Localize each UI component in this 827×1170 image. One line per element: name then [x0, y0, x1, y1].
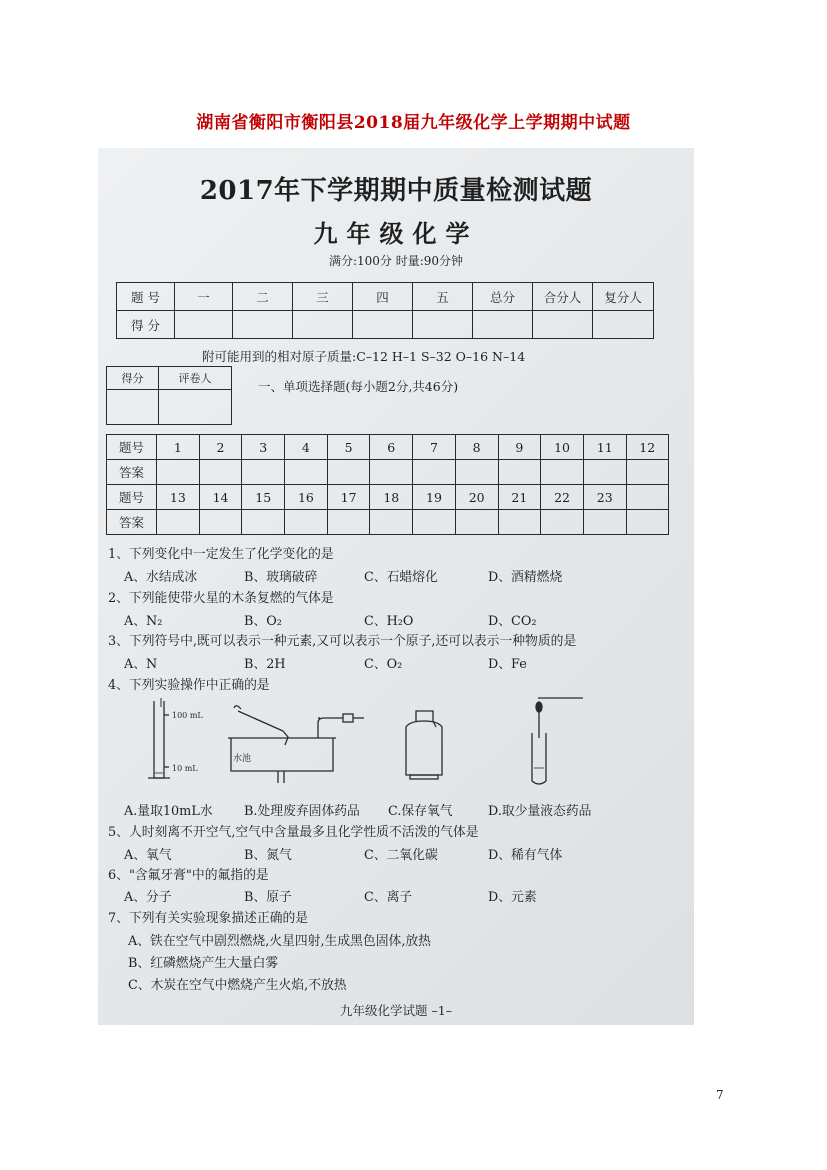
- cylinder-bottom-label: 10 mL: [172, 764, 198, 773]
- answer-cell: [583, 460, 626, 485]
- answer-grid-answer-row: [107, 510, 669, 535]
- question-7-option-b: B、红磷燃烧产生大量白雾: [128, 956, 279, 971]
- score-cell: [413, 311, 473, 339]
- page-number: 7: [716, 1088, 724, 1102]
- exam-title: 2017年下学期期中质量检测试题: [199, 176, 593, 206]
- question-number: 22: [541, 485, 584, 510]
- score-cell: [175, 311, 233, 339]
- option-a: A、N: [124, 657, 158, 672]
- option-a: A、分子: [124, 890, 172, 905]
- option-b: B、原子: [244, 890, 292, 905]
- score-header-cell: 四: [353, 283, 413, 311]
- option-a: A、N₂: [124, 614, 163, 629]
- number-label: 题号: [107, 435, 157, 460]
- grader-score-label: 得分: [107, 367, 159, 390]
- option-b: B、氮气: [244, 848, 292, 863]
- question-number: 17: [327, 485, 370, 510]
- option-d: D、元素: [488, 890, 537, 905]
- answer-cell: [413, 460, 456, 485]
- answer-cell: [541, 510, 584, 535]
- score-cell: [233, 311, 293, 339]
- option-b: B、O₂: [244, 614, 282, 629]
- answer-label: 答案: [107, 510, 157, 535]
- score-header-cell: 合分人: [533, 283, 593, 311]
- answer-cell: [583, 510, 626, 535]
- option-c: C、离子: [364, 890, 413, 905]
- grader-name-cell: [159, 390, 232, 425]
- option-d: D、酒精燃烧: [488, 570, 563, 585]
- question-number: 16: [285, 485, 328, 510]
- question-4-text: 4、下列实验操作中正确的是: [108, 678, 270, 693]
- question-number: 20: [455, 485, 498, 510]
- question-number: 10: [541, 435, 584, 460]
- score-cell: [353, 311, 413, 339]
- question-5-text: 5、人时刻离不开空气,空气中含量最多且化学性质不活泼的气体是: [108, 825, 479, 840]
- answer-cell: [498, 510, 541, 535]
- answer-cell: [626, 460, 668, 485]
- answer-cell: [413, 510, 456, 535]
- score-header-cell: 题 号: [117, 283, 175, 311]
- question-6-text: 6、"含氟牙膏"中的氟指的是: [108, 868, 269, 883]
- gas-bottle-icon: [406, 711, 442, 779]
- option-a: A、氧气: [124, 848, 172, 863]
- question-number: 12: [626, 435, 668, 460]
- number-label: 题号: [107, 485, 157, 510]
- exam-scan: [98, 148, 694, 1025]
- score-cell: [293, 311, 353, 339]
- answer-grid-answer-row: [107, 460, 669, 485]
- answer-cell: [327, 510, 370, 535]
- exam-meta: 满分:100分 时量:90分钟: [328, 254, 464, 268]
- answer-cell: [199, 510, 242, 535]
- answer-grid-number-row: [107, 485, 669, 510]
- question-number: 4: [285, 435, 328, 460]
- dropper-test-tube-icon: [532, 698, 583, 784]
- option-a: A.量取10mL水: [124, 804, 213, 819]
- option-a: A、水结成冰: [124, 570, 198, 585]
- answer-cell: [157, 460, 200, 485]
- question-5-options: [98, 844, 694, 862]
- grader-table: [106, 366, 232, 425]
- score-cell: [593, 311, 654, 339]
- question-number: 7: [413, 435, 456, 460]
- option-b: B、2H: [244, 657, 286, 672]
- answer-cell: [242, 510, 285, 535]
- option-b: B.处理废弃固体药品: [244, 804, 360, 819]
- cylinder-top-label: 100 mL: [172, 711, 203, 720]
- question-number: 3: [242, 435, 285, 460]
- exam-subject: 九年级化学: [313, 219, 479, 248]
- score-row-label: 得 分: [117, 311, 175, 339]
- question-7-option-c: C、木炭在空气中燃烧产生火焰,不放热: [128, 978, 347, 993]
- answer-cell: [285, 460, 328, 485]
- option-c: C、石蜡熔化: [364, 570, 438, 585]
- option-c: C、二氧化碳: [364, 848, 438, 863]
- score-header-cell: 二: [233, 283, 293, 311]
- question-number: 2: [199, 435, 242, 460]
- answer-cell: [327, 460, 370, 485]
- answer-grid: [106, 434, 669, 535]
- score-header-cell: 三: [293, 283, 353, 311]
- answer-cell: [455, 510, 498, 535]
- question-number: 9: [498, 435, 541, 460]
- score-header-cell: 一: [175, 283, 233, 311]
- answer-cell: [199, 460, 242, 485]
- question-number: 23: [583, 485, 626, 510]
- answer-cell: [242, 460, 285, 485]
- graduated-cylinder-icon: [148, 698, 170, 778]
- exam-page-footer: 九年级化学试题 –1–: [340, 1003, 452, 1018]
- question-number: 6: [370, 435, 413, 460]
- lab-figures: [98, 693, 694, 793]
- answer-cell: [157, 510, 200, 535]
- question-2-options: [98, 610, 694, 628]
- sink-disposal-icon: [228, 706, 364, 783]
- answer-cell: [370, 510, 413, 535]
- score-table-score-row: [117, 311, 654, 339]
- option-d: D、Fe: [488, 657, 527, 672]
- question-number: 8: [455, 435, 498, 460]
- score-cell: [533, 311, 593, 339]
- answer-grid-number-row: [107, 435, 669, 460]
- answer-cell: [626, 510, 668, 535]
- score-header-cell: 复分人: [593, 283, 654, 311]
- question-2-text: 2、下列能使带火星的木条复燃的气体是: [108, 591, 334, 606]
- question-1-text: 1、下列变化中一定发生了化学变化的是: [108, 547, 334, 562]
- section-heading: 一、单项选择题(每小题2分,共46分): [258, 379, 459, 394]
- question-7-option-a: A、铁在空气中剧烈燃烧,火星四射,生成黑色固体,放热: [128, 934, 431, 949]
- question-number: 15: [242, 485, 285, 510]
- grader-score-cell: [107, 390, 159, 425]
- question-7-text: 7、下列有关实验现象描述正确的是: [108, 911, 309, 926]
- atomic-mass-note: 附可能用到的相对原子质量:C–12 H–1 S–32 O–16 N–14: [202, 349, 526, 364]
- score-table: [116, 282, 654, 339]
- question-number: 18: [370, 485, 413, 510]
- question-3-text: 3、下列符号中,既可以表示一种元素,又可以表示一个原子,还可以表示一种物质的是: [108, 634, 577, 649]
- sink-label: 水池: [233, 754, 252, 764]
- question-number: 1: [157, 435, 200, 460]
- answer-cell: [498, 460, 541, 485]
- answer-cell: [285, 510, 328, 535]
- option-d: D、CO₂: [488, 614, 537, 629]
- question-number: 21: [498, 485, 541, 510]
- grader-name-label: 评卷人: [159, 367, 232, 390]
- question-number: [626, 485, 668, 510]
- score-header-cell: 五: [413, 283, 473, 311]
- option-c: C、H₂O: [364, 614, 414, 629]
- question-6-options: [98, 886, 694, 904]
- answer-label: 答案: [107, 460, 157, 485]
- question-number: 5: [327, 435, 370, 460]
- score-table-header-row: [117, 283, 654, 311]
- score-header-cell: 总分: [473, 283, 533, 311]
- answer-cell: [370, 460, 413, 485]
- document-title: 湖南省衡阳市衡阳县2018届九年级化学上学期期中试题: [196, 113, 631, 133]
- option-b: B、玻璃破碎: [244, 570, 318, 585]
- question-number: 19: [413, 485, 456, 510]
- option-c: C、O₂: [364, 657, 403, 672]
- answer-cell: [541, 460, 584, 485]
- question-3-options: [98, 653, 694, 671]
- question-1-options: [98, 566, 694, 584]
- question-4-options: [98, 800, 694, 818]
- question-number: 14: [199, 485, 242, 510]
- question-number: 11: [583, 435, 626, 460]
- score-cell: [473, 311, 533, 339]
- answer-cell: [455, 460, 498, 485]
- option-d: D、稀有气体: [488, 848, 563, 863]
- question-number: 13: [157, 485, 200, 510]
- option-c: C.保存氧气: [388, 804, 453, 819]
- option-d: D.取少量液态药品: [488, 804, 592, 819]
